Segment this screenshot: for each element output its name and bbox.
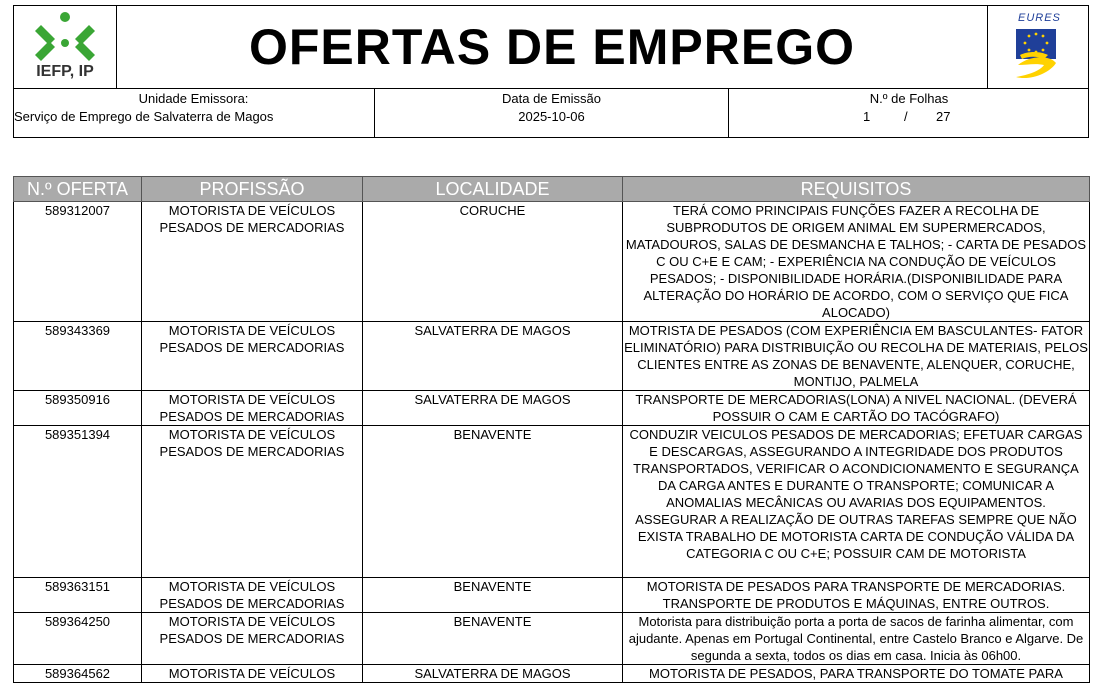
page-count-label: N.º de Folhas — [869, 91, 949, 106]
page-current: 1 — [863, 109, 871, 124]
issue-date-value: 2025-10-06 — [518, 109, 585, 124]
table-row — [14, 391, 1090, 426]
eures-logo — [987, 5, 1089, 89]
location: SALVATERRA DE MAGOS — [363, 665, 623, 683]
iefp-logo-text: IEFP, IP — [36, 63, 94, 80]
table-row — [14, 202, 1090, 322]
page-count — [729, 89, 1089, 138]
location: BENAVENTE — [363, 613, 623, 665]
offer-number: 589312007 — [14, 202, 142, 322]
offer-number: 589350916 — [14, 391, 142, 426]
page-total: 27 — [936, 109, 951, 124]
offer-number: 589343369 — [14, 322, 142, 391]
profession: MOTORISTA DE VEÍCULOS PESADOS DE MERCADORIAS — [142, 322, 363, 391]
offer-number: 589364250 — [14, 613, 142, 665]
table-row — [14, 613, 1090, 665]
issue-date-label: Data de Emissão — [502, 91, 601, 106]
requirements: MOTRISTA DE PESADOS (COM EXPERIÊNCIA EM BASCULANTES- FATOR ELIMINATÓRIO) PARA DISTRIBUIÇÃO OU RECOLHA DE MATERIAIS, PELOS CLIENTES ENTRE AS ZONAS DE BENAVENTE, ALENQUER, CORUCHE, MONTIJO, PALMELA — [624, 323, 1088, 389]
page-title: OFERTAS DE EMPREGO — [248, 19, 855, 75]
profession: MOTORISTA DE VEÍCULOS PESADOS DE MERCADORIAS — [142, 613, 363, 665]
requirements: MOTORISTA DE PESADOS PARA TRANSPORTE DE MERCADORIAS. TRANSPORTE DE PRODUTOS E MÁQUINAS, ENTRE OUTROS. — [623, 578, 1090, 613]
location: SALVATERRA DE MAGOS — [363, 391, 623, 426]
requirements: TERÁ COMO PRINCIPAIS FUNÇÕES FAZER A RECOLHA DE SUBPRODUTOS DE ORIGEM ANIMAL EM SUPERMERCADOS, MATADOUROS, SALAS DE DESMANCHA E TALHOS; - CARTA DE PESADOS C OU C+E E CAM; - EXPERIÊNCIA NA CONDUÇÃO DE VEÍCULOS PESADOS; - DISPONIBILIDADE HORÁRIA.(DISPONIBILIDADE PARA ALTERAÇÃO DO HORÁRIO DE ACORDO, COM O SERVIÇO QUE FICA ALOCADO) — [623, 202, 1090, 322]
iefp-logo — [13, 5, 117, 89]
table-row — [14, 426, 1090, 578]
requirements: Motorista para distribuição porta a porta de sacos de farinha alimentar, com ajudante. Apenas em Portugal Continental, entre Castelo Branco e Algarve. De segunda a sexta, todos os dias em casa. Inicia às 06h00. — [623, 613, 1090, 665]
profession: MOTORISTA DE VEÍCULOS PESADOS DE MERCADORIAS — [142, 202, 363, 322]
requirements: CONDUZIR VEICULOS PESADOS DE MERCADORIAS; EFETUAR CARGAS E DESCARGAS, ASSEGURANDO A INTEGRIDADE DOS PRODUTOS TRANSPORTADOS, VERIFICAR O ACONDICIONAMENTO E SEGURANÇA DA CARGA ANTES E DURANTE O TRANSPORTE; COMUNICAR A ANOMALIAS MECÂNICAS OU AVARIAS DOS EQUIPAMENTOS. ASSEGURAR A REALIZAÇÃO DE OUTRAS TAREFAS SEMPRE QUE NÃO EXISTA TRABALHO DE MOTORISTA CARTA DE CONDUÇÃO VÁLIDA DA CATEGORIA C OU C+E; POSSUIR CAM DE MOTORISTA — [623, 426, 1090, 578]
issuing-unit-label: Unidade Emissora: — [138, 91, 249, 106]
location: BENAVENTE — [363, 426, 623, 578]
requirements: TRANSPORTE DE MERCADORIAS(LONA) A NIVEL NACIONAL. (DEVERÁ POSSUIR O CAM E CARTÃO DO TACÓGRAFO) — [623, 391, 1090, 426]
offer-number: 589364562 — [14, 665, 142, 683]
table-row — [14, 322, 1090, 391]
location: BENAVENTE — [363, 578, 623, 613]
job-offers-table — [13, 176, 1090, 683]
column-header-location: LOCALIDADE — [363, 177, 623, 202]
profession: MOTORISTA DE VEÍCULOS PESADOS DE MERCADORIAS — [142, 426, 363, 578]
table-row — [14, 665, 1090, 683]
offer-number: 589363151 — [14, 578, 142, 613]
location: CORUCHE — [363, 202, 623, 322]
requirements: MOTORISTA DE PESADOS, PARA TRANSPORTE DO TOMATE PARA — [623, 665, 1090, 683]
profession: MOTORISTA DE VEÍCULOS PESADOS DE MERCADORIAS — [142, 578, 363, 613]
column-header-offer-number: N.º OFERTA — [14, 177, 142, 202]
profession: MOTORISTA DE VEÍCULOS PESADOS DE MERCADORIAS — [142, 391, 363, 426]
eures-emblem-icon — [1010, 25, 1062, 83]
issuing-unit-value: Serviço de Emprego de Salvaterra de Magos — [14, 109, 274, 124]
table-row — [14, 578, 1090, 613]
offer-number: 589351394 — [14, 426, 142, 578]
page-separator: / — [904, 109, 908, 124]
column-header-profession: PROFISSÃO — [142, 177, 363, 202]
eures-logo-text: EURES — [1018, 12, 1061, 24]
location: SALVATERRA DE MAGOS — [363, 322, 623, 391]
profession: MOTORISTA DE VEÍCULOS — [142, 665, 363, 683]
issuing-unit — [13, 89, 374, 138]
issue-date — [375, 89, 728, 138]
column-header-requirements: REQUISITOS — [623, 177, 1090, 202]
table-header-row — [14, 177, 1090, 202]
